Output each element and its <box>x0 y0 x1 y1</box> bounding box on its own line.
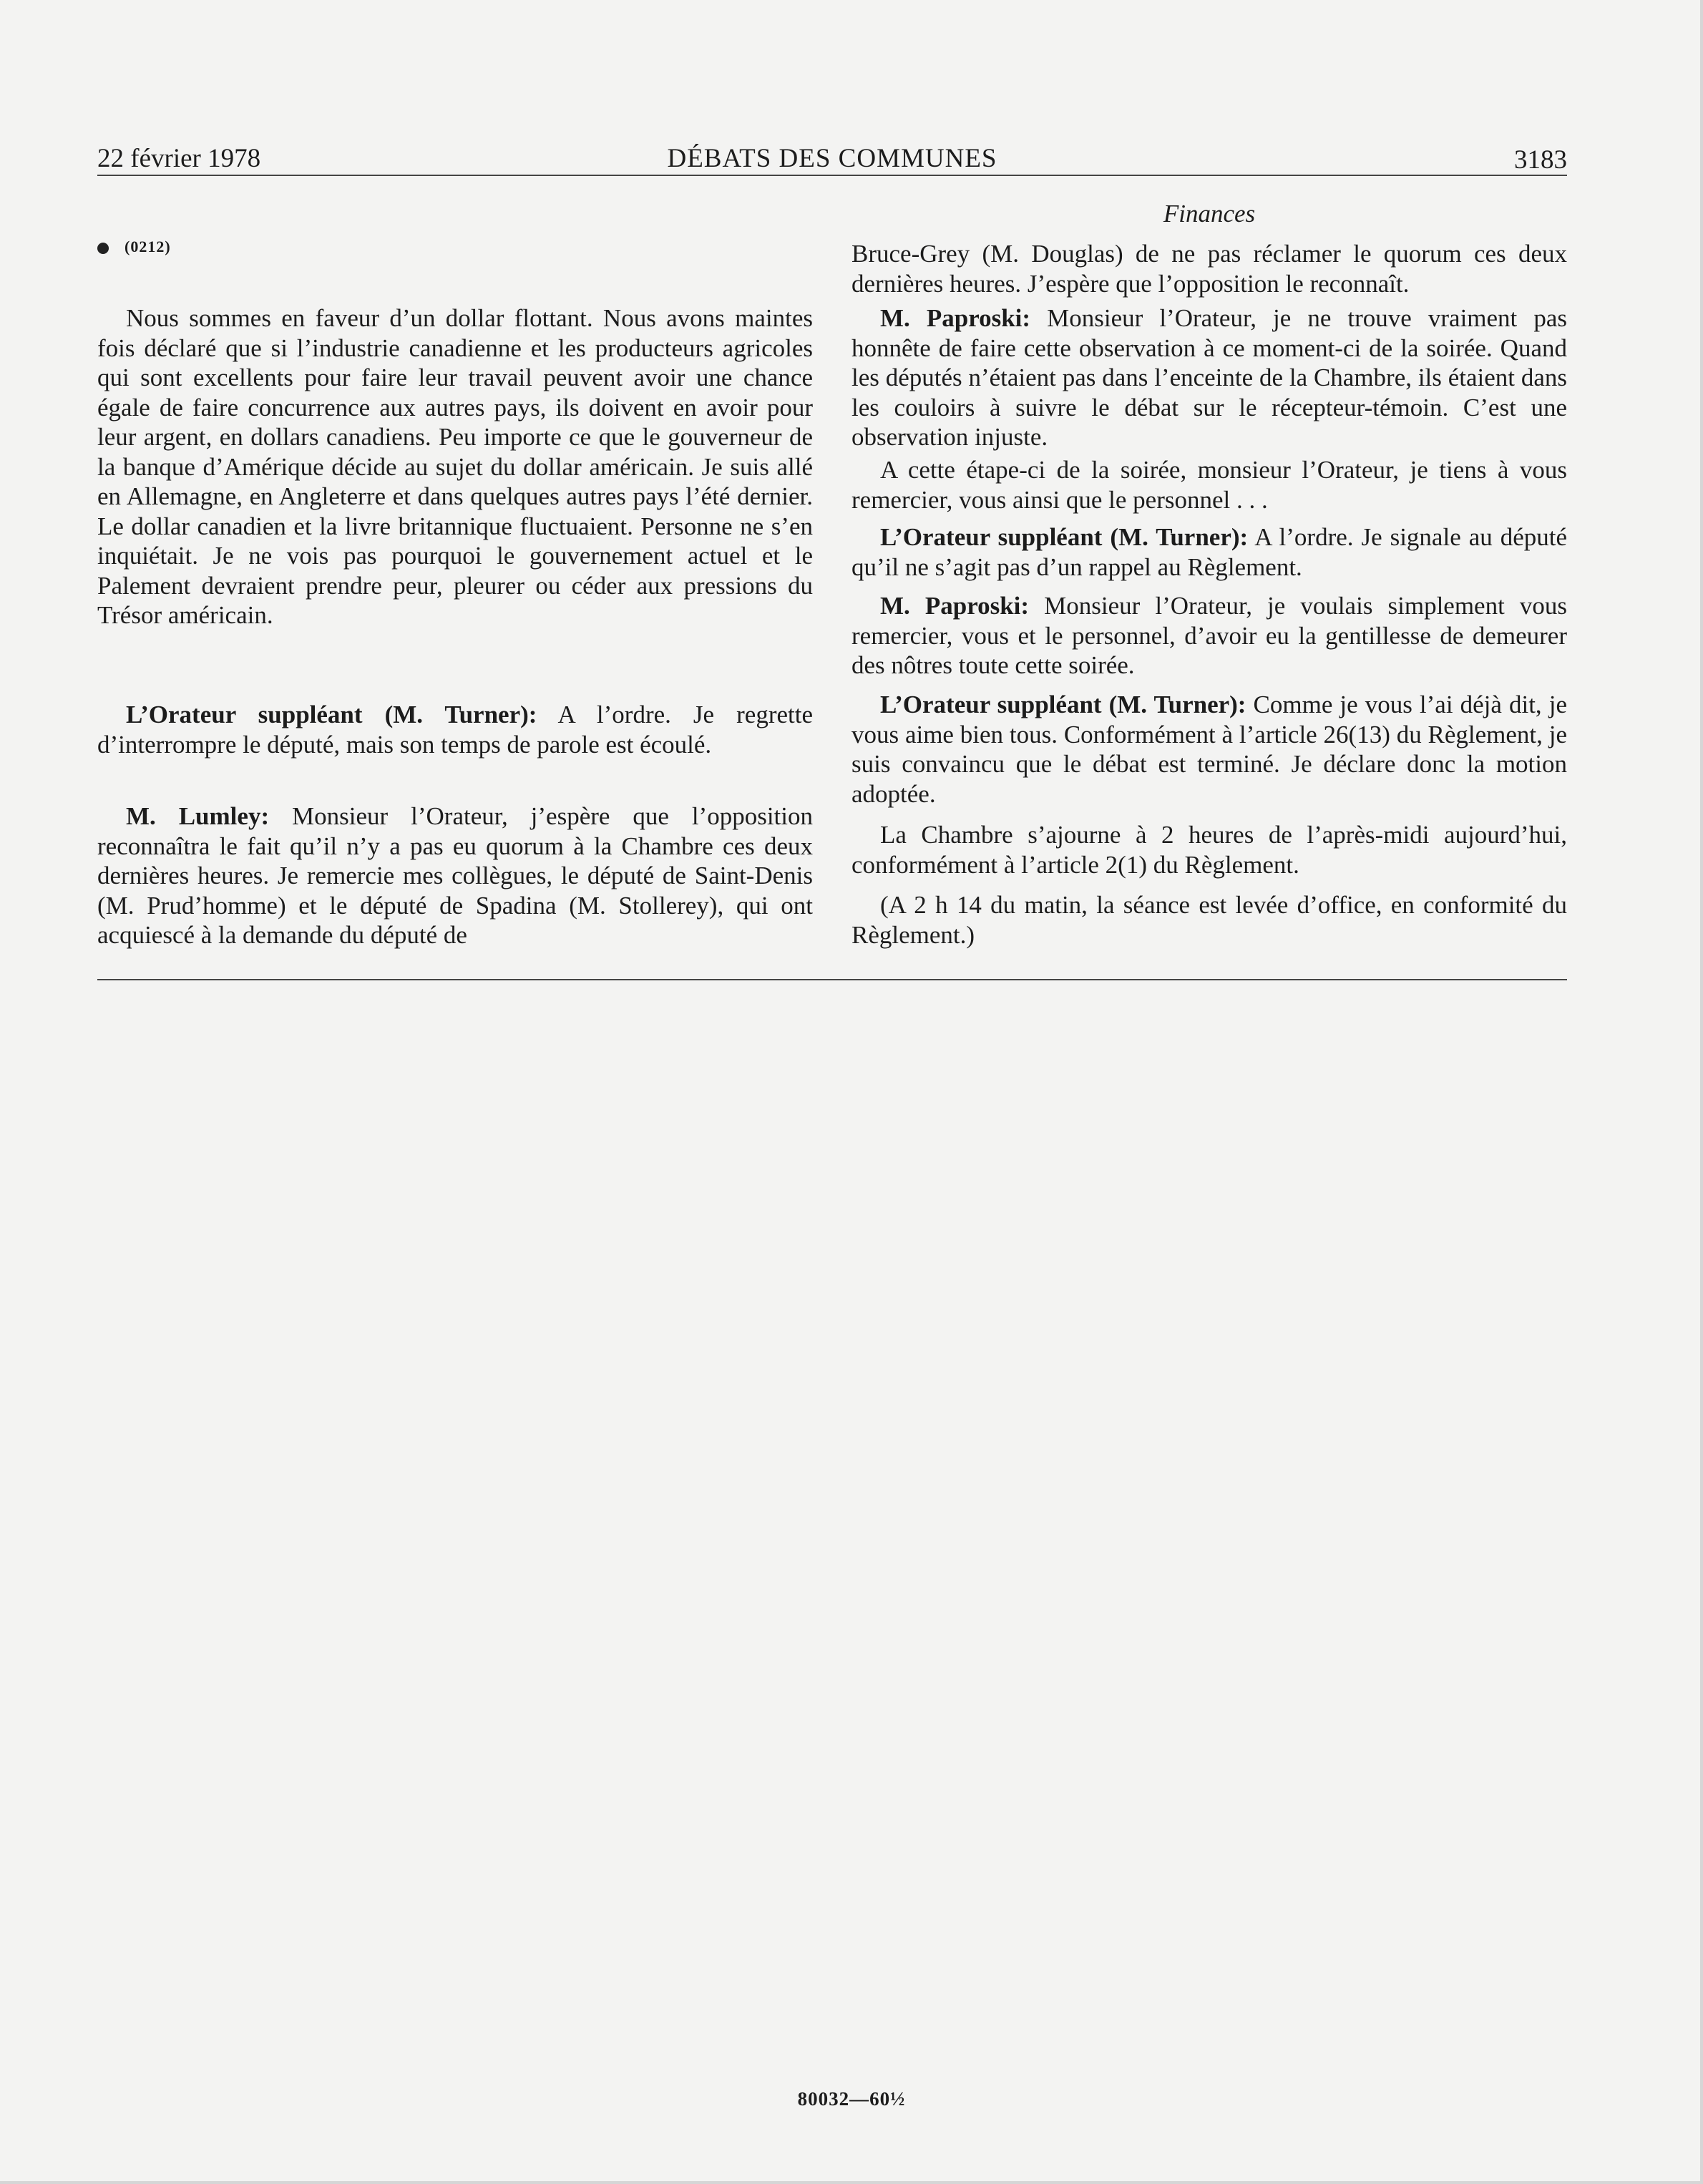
speech-text: A l’ordre. Je regrette d’interrompre le député, mais son temps de parole est écoulé. <box>97 701 813 759</box>
header-date: 22 février 1978 <box>97 144 261 173</box>
left-paragraph-2 <box>97 700 813 759</box>
speaker-name: L’Orateur suppléant (M. Turner): <box>880 523 1249 551</box>
right-paragraph-2 <box>852 303 1567 452</box>
speaker-name: M. Paproski: <box>880 592 1030 620</box>
right-paragraph-1: Bruce-Grey (M. Douglas) de ne pas réclamer le quorum ces deux dernières heures. J’espère que l’opposition le reconnaît. <box>852 240 1567 298</box>
speech-text: Monsieur l’Orateur, je ne trouve vraiment pas honnête de faire cette observation à ce moment-ci de la soirée. Quand les députés n’étaient pas dans l’enceinte de la Chambre, ils étaient dans les couloirs à suivre le débat sur le récepteur-témoin. C’est une observation injuste. <box>852 304 1567 451</box>
bullet-icon <box>97 243 109 254</box>
speech-text: Comme je vous l’ai déjà dit, je vous aime bien tous. Conformément à l’article 26(13) du Règlement, je suis convaincu que le débat est terminé. Je déclare donc la motion adoptée. <box>852 691 1567 808</box>
speaker-name: L’Orateur suppléant (M. Turner): <box>126 701 537 728</box>
right-paragraph-4 <box>852 522 1567 582</box>
page-header <box>97 140 1567 177</box>
speech-text: Monsieur l’Orateur, j’espère que l’opposition reconnaîtra le fait qu’il n’y a pas eu quorum à la Chambre ces deux dernières heures. Je remercie mes collègues, le député de Saint-Denis (M. Prud’homme) et le député de Spadina (M. Stollerey), qui ont acquiescé à la demande du député de <box>97 802 814 949</box>
right-paragraph-8: (A 2 h 14 du matin, la séance est levée d’office, en conformité du Règlement.) <box>852 891 1567 949</box>
speaker-name: M. Lumley: <box>126 802 270 830</box>
section-title: Finances <box>1163 200 1256 228</box>
speaker-name: M. Paproski: <box>880 304 1031 332</box>
right-paragraph-5 <box>852 591 1567 681</box>
time-marker-text: (0212) <box>125 238 171 255</box>
speaker-name: L’Orateur suppléant (M. Turner): <box>880 691 1246 718</box>
right-paragraph-7: La Chambre s’ajourne à 2 heures de l’après-midi aujourd’hui, conformément à l’article 2(1) du Règlement. <box>852 821 1567 879</box>
header-title: DÉBATS DES COMMUNES <box>667 144 997 173</box>
right-paragraph-6 <box>852 690 1567 809</box>
time-marker <box>97 236 171 258</box>
speech-text: Monsieur l’Orateur, je voulais simplement vous remercier, vous et le personnel, d’avoir eu la gentillesse de demeurer des nôtres toute cette soirée. <box>852 592 1567 679</box>
print-code: 80032—60½ <box>797 2088 906 2110</box>
left-paragraph-3 <box>97 801 813 950</box>
header-rule <box>97 175 1567 176</box>
page-number: 3183 <box>1514 145 1567 175</box>
end-rule <box>97 979 1567 980</box>
right-paragraph-3: A cette étape-ci de la soirée, monsieur l’Orateur, je tiens à vous remercier, vous ainsi que le personnel . . . <box>852 456 1567 514</box>
left-paragraph-1: Nous sommes en faveur d’un dollar flottant. Nous avons maintes fois déclaré que si l’industrie canadienne et les producteurs agricoles qui sont excellents pour faire leur travail peuvent avoir une chance égale de faire concurrence aux autres pays, ils doivent en avoir pour leur argent, en dollars canadiens. Peu importe ce que le gouverneur de la banque d’Amérique décide au sujet du dollar américain. Je suis allé en Allemagne, en Angleterre et dans quelques autres pays l’été dernier. Le dollar canadien et la livre britannique fluctuaient. Personne ne s’en inquiétait. Je ne vois pas pourquoi le gouvernement actuel et le Palement devraient prendre peur, pleurer ou céder aux pressions du Trésor américain. <box>97 304 813 629</box>
speech-text: A l’ordre. Je signale au député qu’il ne s’agit pas d’un rappel au Règlement. <box>852 523 1567 581</box>
